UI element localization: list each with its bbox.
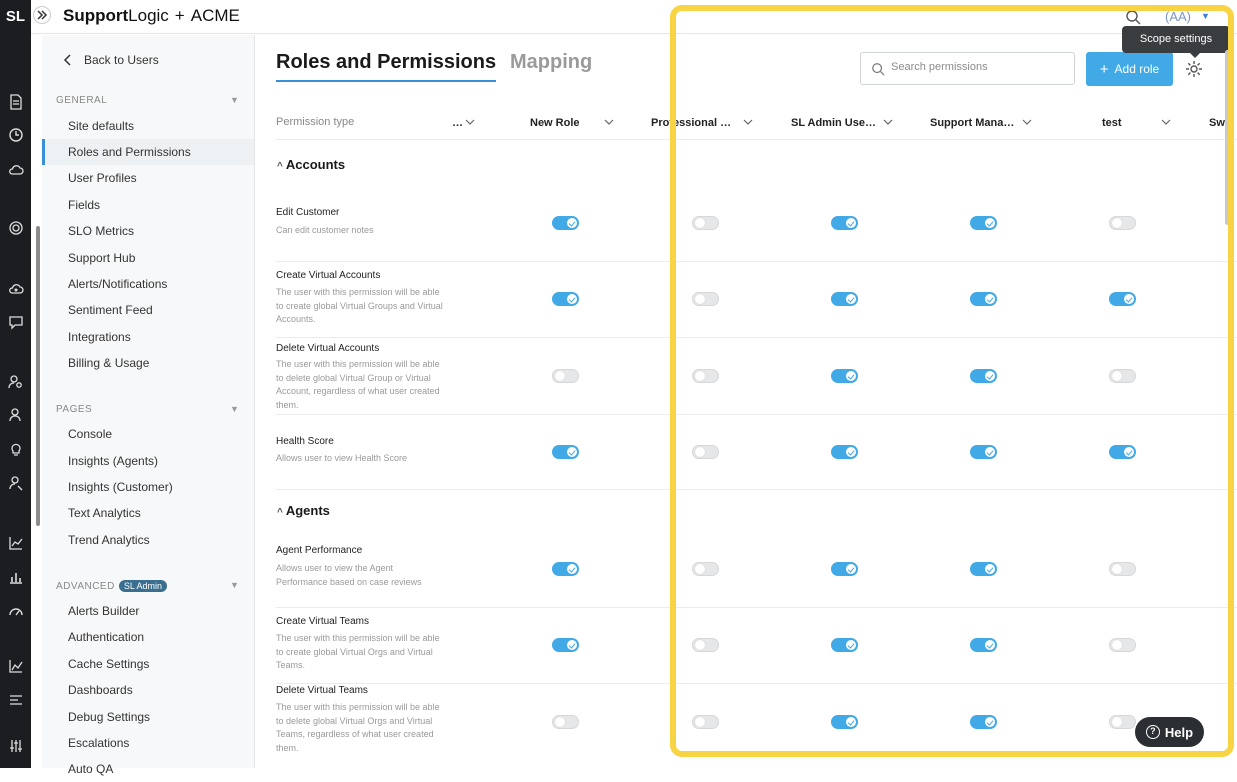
toggle-knob <box>567 218 577 228</box>
nav-billing-usage[interactable]: Billing & Usage <box>68 356 150 370</box>
chevron-down-icon[interactable] <box>603 116 615 128</box>
permission-toggle[interactable] <box>831 216 858 230</box>
permission-toggle[interactable] <box>970 292 997 306</box>
toggle-knob <box>567 640 577 650</box>
chevron-down-icon[interactable] <box>882 116 894 128</box>
back-label: Back to Users <box>84 53 159 67</box>
permission-toggle[interactable] <box>552 292 579 306</box>
permission-description: The user with this permission will be able to create global Virtual Orgs and Virtual Teams. <box>276 633 440 670</box>
permission-title: Agent Performance <box>276 545 363 556</box>
nav-debug-settings[interactable]: Debug Settings <box>68 710 151 724</box>
group-agents-label: Agents <box>285 503 330 518</box>
permission-row <box>276 684 1237 768</box>
toggle-knob <box>985 218 995 228</box>
permission-row <box>276 195 1237 262</box>
col-sw: Sw <box>1209 117 1225 129</box>
permission-toggle[interactable] <box>552 715 579 729</box>
permission-toggle[interactable] <box>1109 715 1136 729</box>
toggle-knob <box>1112 640 1122 650</box>
permission-toggle[interactable] <box>1109 445 1136 459</box>
permission-toggle[interactable] <box>1109 216 1136 230</box>
permission-toggle[interactable] <box>970 638 997 652</box>
lightbulb-icon[interactable] <box>8 441 24 457</box>
col-sl-admin-user: SL Admin Use… <box>791 117 876 129</box>
permission-toggle[interactable] <box>692 216 719 230</box>
tab-mapping[interactable]: Mapping <box>510 51 593 73</box>
group-accounts[interactable] <box>277 157 345 172</box>
collapse-pages-icon[interactable]: ▼ <box>230 404 239 414</box>
icon-rail <box>0 0 31 768</box>
global-search-icon[interactable] <box>1125 9 1141 25</box>
toggle-knob <box>1124 294 1134 304</box>
permission-toggle[interactable] <box>1109 369 1136 383</box>
toggle-knob <box>695 218 705 228</box>
add-role-label: Add role <box>1114 62 1160 76</box>
collapse-advanced-icon[interactable]: ▼ <box>230 580 239 590</box>
permission-toggle[interactable] <box>552 638 579 652</box>
nav-dashboards[interactable]: Dashboards <box>68 683 133 697</box>
nav-user-profiles[interactable]: User Profiles <box>68 171 137 185</box>
brand-name-rest: Logic <box>128 6 169 25</box>
org-name: ACME <box>190 6 240 25</box>
permission-row <box>276 262 1237 338</box>
user-avatar[interactable]: (AA) <box>1165 9 1191 24</box>
toggle-knob <box>846 564 856 574</box>
permission-description: Allows user to view the Agent Performance based on case reviews <box>276 563 422 587</box>
sl-admin-badge: SL Admin <box>119 580 167 592</box>
group-accounts-label: Accounts <box>285 157 346 172</box>
permission-row <box>276 415 1237 490</box>
toggle-knob <box>985 640 995 650</box>
nav-sentiment-feed[interactable]: Sentiment Feed <box>68 303 153 317</box>
list-icon[interactable] <box>8 692 24 708</box>
toggle-knob <box>985 564 995 574</box>
search-permissions-input[interactable] <box>891 61 1066 73</box>
permission-toggle[interactable] <box>831 562 858 576</box>
permission-toggle[interactable] <box>552 562 579 576</box>
main-content <box>256 35 1237 768</box>
col-support-manager: Support Mana… <box>930 117 1015 129</box>
toggle-knob <box>1112 564 1122 574</box>
permission-title: Create Virtual Teams <box>276 616 370 627</box>
toggle-knob <box>1112 371 1122 381</box>
toggle-knob <box>846 218 856 228</box>
add-role-button[interactable] <box>1086 52 1173 86</box>
help-label: Help <box>1164 724 1194 740</box>
toggle-knob <box>846 447 856 457</box>
search-icon <box>871 62 885 76</box>
user-insight-icon[interactable] <box>8 475 24 491</box>
permission-toggle[interactable] <box>1109 638 1136 652</box>
main-scrollbar[interactable] <box>1225 50 1230 225</box>
permission-toggle[interactable] <box>692 292 719 306</box>
sliders-icon[interactable] <box>8 738 24 754</box>
nav-roles-and-permissions[interactable]: Roles and Permissions <box>42 139 254 165</box>
section-advanced <box>56 580 167 592</box>
nav-console[interactable]: Console <box>68 427 113 441</box>
document-icon[interactable] <box>8 94 24 110</box>
permission-title: Delete Virtual Accounts <box>276 343 380 354</box>
nav-auto-qa[interactable]: Auto QA <box>68 762 114 776</box>
help-button[interactable] <box>1135 717 1204 747</box>
expand-sidebar-button[interactable] <box>33 6 51 24</box>
permission-toggle[interactable] <box>692 562 719 576</box>
chevron-down-icon[interactable] <box>742 116 754 128</box>
permission-title: Create Virtual Accounts <box>276 270 381 281</box>
toggle-knob <box>1124 447 1134 457</box>
permission-row <box>276 540 1237 608</box>
chat-icon[interactable] <box>8 314 24 330</box>
line-chart-icon[interactable] <box>8 658 24 674</box>
toggle-knob <box>555 717 565 727</box>
permission-toggle[interactable] <box>970 445 997 459</box>
permission-row <box>276 338 1237 415</box>
collapse-arrow-icon: ^ <box>277 161 283 172</box>
user-search-icon[interactable] <box>8 374 24 390</box>
nav-cache-settings[interactable]: Cache Settings <box>68 657 150 671</box>
permission-toggle[interactable] <box>1109 292 1136 306</box>
toggle-knob <box>985 717 995 727</box>
nav-insights-agents[interactable]: Insights (Agents) <box>68 454 159 468</box>
nav-escalations[interactable]: Escalations <box>68 736 130 750</box>
back-to-users-link[interactable] <box>62 53 159 67</box>
permission-description: Can edit customer notes <box>276 225 374 235</box>
tab-roles-and-permissions[interactable]: Roles and Permissions <box>276 51 496 82</box>
group-agents[interactable] <box>277 503 330 518</box>
nav-fields[interactable]: Fields <box>68 198 101 212</box>
toggle-knob <box>567 564 577 574</box>
avatar-dropdown-icon[interactable]: ▼ <box>1201 11 1210 21</box>
permission-description: The user with this permission will be able to delete global Virtual Orgs and Virtual Teams, regardless of what user created them. <box>276 702 440 753</box>
permission-toggle[interactable] <box>552 216 579 230</box>
nav-alerts-builder[interactable]: Alerts Builder <box>68 604 140 618</box>
nav-scrollbar[interactable] <box>36 226 40 526</box>
toggle-knob <box>846 371 856 381</box>
permission-toggle[interactable] <box>552 445 579 459</box>
col-new-role: New Role <box>530 117 580 129</box>
app-logo[interactable]: SL <box>5 8 26 25</box>
toggle-knob <box>695 294 705 304</box>
permissions-table-header <box>276 110 1237 140</box>
toggle-knob <box>846 717 856 727</box>
nav-alerts-notifications[interactable]: Alerts/Notifications <box>68 277 168 291</box>
chevron-down-icon[interactable] <box>464 116 476 128</box>
permission-toggle[interactable] <box>831 369 858 383</box>
section-general: GENERAL <box>56 95 108 106</box>
chevron-down-icon[interactable] <box>1021 116 1033 128</box>
plus-icon: + <box>1099 60 1109 78</box>
cloud-icon[interactable] <box>8 162 24 178</box>
toggle-knob <box>567 447 577 457</box>
permission-toggle[interactable] <box>970 715 997 729</box>
toggle-knob <box>695 717 705 727</box>
trend-icon[interactable] <box>8 535 24 551</box>
permission-toggle[interactable] <box>1109 562 1136 576</box>
toggle-knob <box>1112 218 1122 228</box>
toggle-knob <box>985 447 995 457</box>
permission-toggle[interactable] <box>831 638 858 652</box>
collapse-arrow-icon: ^ <box>277 507 283 518</box>
bar-chart-icon[interactable] <box>8 569 24 585</box>
permission-toggle[interactable] <box>692 638 719 652</box>
brand-plus: + <box>174 6 185 25</box>
scope-settings-tooltip: Scope settings <box>1122 26 1230 53</box>
toggle-knob <box>985 371 995 381</box>
nav-support-hub[interactable]: Support Hub <box>68 251 136 265</box>
permission-row <box>276 608 1237 684</box>
nav-authentication[interactable]: Authentication <box>68 630 145 644</box>
permission-toggle[interactable] <box>692 715 719 729</box>
permission-title: Health Score <box>276 436 334 447</box>
section-advanced-title: ADVANCED <box>56 581 115 592</box>
nav-insights-customer[interactable]: Insights (Customer) <box>68 480 173 494</box>
permission-toggle[interactable] <box>970 216 997 230</box>
brand <box>63 6 240 26</box>
permission-title: Delete Virtual Teams <box>276 685 368 696</box>
nav-integrations[interactable]: Integrations <box>68 330 131 344</box>
toggle-knob <box>695 640 705 650</box>
nav-text-analytics[interactable]: Text Analytics <box>68 506 141 520</box>
chevron-down-icon[interactable] <box>1160 116 1172 128</box>
permission-toggle[interactable] <box>552 369 579 383</box>
target-icon[interactable] <box>8 220 24 236</box>
toggle-knob <box>555 371 565 381</box>
chevron-left-icon <box>62 53 74 67</box>
settings-sidebar <box>42 35 255 776</box>
permission-toggle[interactable] <box>692 369 719 383</box>
nav-site-defaults[interactable]: Site defaults <box>68 119 135 133</box>
clock-icon[interactable] <box>8 127 24 143</box>
permission-title: Edit Customer <box>276 207 340 218</box>
toggle-knob <box>1112 717 1122 727</box>
col-truncated: … <box>452 117 463 129</box>
toggle-knob <box>985 294 995 304</box>
toggle-knob <box>846 640 856 650</box>
permission-description: The user with this permission will be able to delete global Virtual Group or Virtual Account, regardless of what user created them. <box>276 359 440 410</box>
gauge-icon[interactable] <box>8 603 24 619</box>
section-pages: PAGES <box>56 404 93 415</box>
user-icon[interactable] <box>8 407 24 423</box>
permission-toggle[interactable] <box>692 445 719 459</box>
toggle-knob <box>695 371 705 381</box>
permission-type-header: Permission type <box>276 116 355 128</box>
toggle-knob <box>695 564 705 574</box>
brand-name-bold: Support <box>63 6 129 25</box>
scope-settings-gear-icon[interactable] <box>1184 59 1204 79</box>
col-test: test <box>1102 117 1122 129</box>
permission-toggle[interactable] <box>831 445 858 459</box>
permission-toggle[interactable] <box>970 562 997 576</box>
permission-description: Allows user to view Health Score <box>276 453 408 463</box>
permission-toggle[interactable] <box>970 369 997 383</box>
cloud-sync-icon[interactable] <box>8 281 24 297</box>
toggle-knob <box>695 447 705 457</box>
permission-toggle[interactable] <box>831 715 858 729</box>
permission-description: The user with this permission will be able to create global Virtual Groups and Virtual Accounts. <box>276 287 443 324</box>
nav-trend-analytics[interactable]: Trend Analytics <box>68 533 150 547</box>
toggle-knob <box>567 294 577 304</box>
toggle-knob <box>846 294 856 304</box>
col-professional: Professional … <box>651 117 732 129</box>
question-icon: ? <box>1146 725 1160 739</box>
double-chevron-right-icon <box>34 7 50 23</box>
search-permissions-field[interactable] <box>860 52 1075 85</box>
permission-toggle[interactable] <box>831 292 858 306</box>
nav-slo-metrics[interactable]: SLO Metrics <box>68 224 135 238</box>
collapse-general-icon[interactable]: ▼ <box>230 95 239 105</box>
